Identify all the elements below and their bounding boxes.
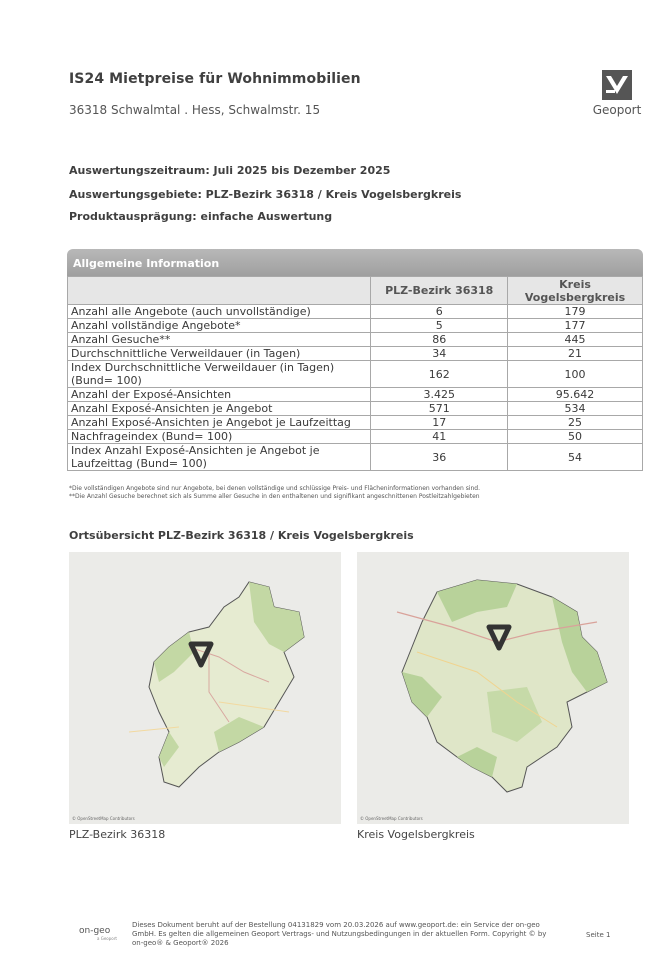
table-row xyxy=(68,361,643,388)
value-kreis: 54 xyxy=(508,444,643,471)
on-geo-logo-subtext: a Geoport xyxy=(97,936,117,941)
table-row xyxy=(68,333,643,347)
row-label: Index Anzahl Exposé-Ansichten je Angebot je Laufzeittag (Bund= 100) xyxy=(68,444,371,471)
map-credit: © OpenStreetMap Contributors xyxy=(72,816,135,821)
value-plz: 571 xyxy=(371,402,508,416)
map-caption-kreis: Kreis Vogelsbergkreis xyxy=(357,828,475,841)
value-kreis: 445 xyxy=(508,333,643,347)
page-number: Seite 1 xyxy=(586,931,611,939)
footer-disclaimer: Dieses Dokument beruht auf der Bestellung 04131829 vom 20.03.2026 auf www.geoport.de: ein Service der on-geo GmbH. Es gelten die allgemeinen Geoport Vertrags- und Nutzungsbedingungen in der aktuellen Form. Copyright © by on-geo® & Geoport® 2026 xyxy=(132,921,547,947)
value-plz: 41 xyxy=(371,430,508,444)
value-plz: 6 xyxy=(371,305,508,319)
value-plz: 36 xyxy=(371,444,508,471)
row-label: Durchschnittliche Verweildauer (in Tagen) xyxy=(68,347,371,361)
overview-title: Ortsübersicht PLZ-Bezirk 36318 / Kreis Vogelsbergkreis xyxy=(69,529,414,542)
value-kreis: 177 xyxy=(508,319,643,333)
map-caption-plz: PLZ-Bezirk 36318 xyxy=(69,828,166,841)
value-kreis: 25 xyxy=(508,416,643,430)
value-kreis: 100 xyxy=(508,361,643,388)
column-header-blank xyxy=(68,277,371,305)
map-plz-36318[interactable] xyxy=(69,552,341,824)
general-info-header: Allgemeine Information xyxy=(67,249,643,276)
row-label: Anzahl Gesuche** xyxy=(68,333,371,347)
table-row xyxy=(68,319,643,333)
value-plz: 3.425 xyxy=(371,388,508,402)
footnote-complete-offers: *Die vollständigen Angebote sind nur Angebote, bei denen vollständige und schlüssige Preis- und Flächeninformationen vorhanden sind. xyxy=(69,485,481,492)
address: 36318 Schwalmtal . Hess, Schwalmstr. 15 xyxy=(69,103,321,117)
column-header-kreis: Kreis Vogelsbergkreis xyxy=(508,277,643,305)
table-row xyxy=(68,388,643,402)
page-title: IS24 Mietpreise für Wohnimmobilien xyxy=(69,71,361,87)
geoport-logo-text: Geoport xyxy=(592,103,642,117)
evaluation-areas: Auswertungsgebiete: PLZ-Bezirk 36318 / Kreis Vogelsbergkreis xyxy=(69,188,462,201)
map-credit: © OpenStreetMap Contributors xyxy=(360,816,423,821)
table-row xyxy=(68,416,643,430)
general-info-table-box xyxy=(67,249,643,471)
table-row xyxy=(68,347,643,361)
geoport-logo-icon xyxy=(602,70,632,100)
row-label: Anzahl alle Angebote (auch unvollständige) xyxy=(68,305,371,319)
row-label: Anzahl Exposé-Ansichten je Angebot je Laufzeittag xyxy=(68,416,371,430)
on-geo-logo xyxy=(79,926,117,941)
value-plz: 162 xyxy=(371,361,508,388)
value-plz: 34 xyxy=(371,347,508,361)
row-label: Anzahl der Exposé-Ansichten xyxy=(68,388,371,402)
table-row xyxy=(68,430,643,444)
table-row xyxy=(68,444,643,471)
value-plz: 17 xyxy=(371,416,508,430)
on-geo-logo-text: on-geo xyxy=(79,926,111,936)
value-kreis: 21 xyxy=(508,347,643,361)
value-plz: 86 xyxy=(371,333,508,347)
value-kreis: 534 xyxy=(508,402,643,416)
row-label: Anzahl Exposé-Ansichten je Angebot xyxy=(68,402,371,416)
value-kreis: 50 xyxy=(508,430,643,444)
value-plz: 5 xyxy=(371,319,508,333)
row-label: Index Durchschnittliche Verweildauer (in Tagen) (Bund= 100) xyxy=(68,361,371,388)
value-kreis: 179 xyxy=(508,305,643,319)
product-variant: Produktausprägung: einfache Auswertung xyxy=(69,210,333,223)
footnote-requests: **Die Anzahl Gesuche berechnet sich als Summe aller Gesuche in den enthaltenen und signifikant angeschnittenen Postleitzahlgebieten xyxy=(69,493,480,500)
column-header-plz: PLZ-Bezirk 36318 xyxy=(371,277,508,305)
general-info-table xyxy=(67,276,643,471)
table-row xyxy=(68,402,643,416)
evaluation-period: Auswertungszeitraum: Juli 2025 bis Dezember 2025 xyxy=(69,164,391,177)
geoport-logo xyxy=(586,70,648,117)
map-kreis-vogelsbergkreis[interactable] xyxy=(357,552,629,824)
value-kreis: 95.642 xyxy=(508,388,643,402)
table-row xyxy=(68,305,643,319)
row-label: Nachfrageindex (Bund= 100) xyxy=(68,430,371,444)
row-label: Anzahl vollständige Angebote* xyxy=(68,319,371,333)
